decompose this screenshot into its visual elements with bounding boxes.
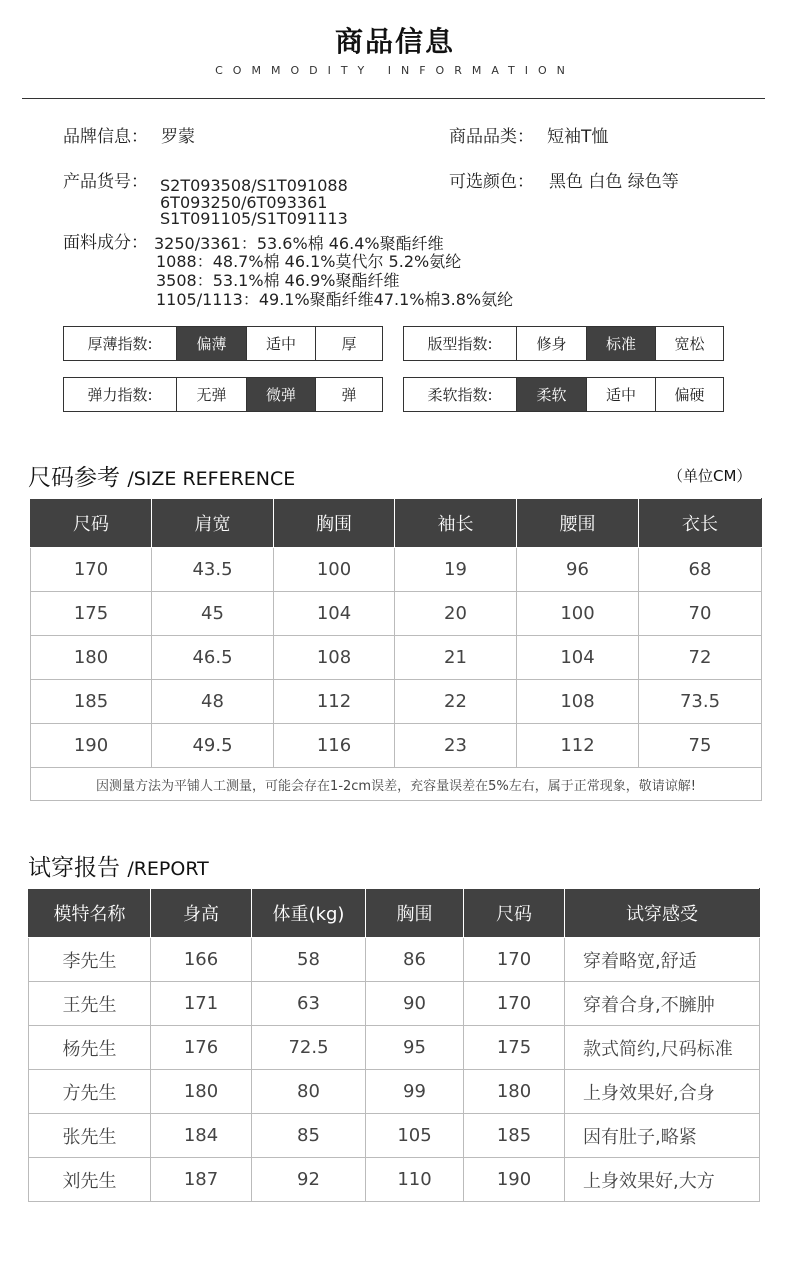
page-subtitle: COMMODITY INFORMATION	[215, 64, 575, 77]
report-col-header: 身高	[151, 889, 252, 938]
size-note: 因测量方法为平铺人工测量，可能会存在1-2cm误差，充容量误差在5%左右，属于正常现象，敬请谅解!	[31, 768, 762, 801]
table-cell: 170	[464, 938, 565, 982]
color-label: 可选颜色：	[449, 172, 534, 192]
index-label: 厚薄指数:	[87, 335, 153, 353]
index-label: 弹力指数:	[87, 386, 153, 404]
index-option: 偏硬	[655, 378, 723, 411]
table-row	[31, 636, 762, 680]
table-cell: 105	[366, 1114, 464, 1158]
index-label: 柔软指数:	[427, 386, 493, 404]
table-cell: 92	[252, 1158, 366, 1202]
table-cell: 170	[31, 548, 152, 592]
category-label: 商品品类：	[449, 127, 534, 147]
table-row	[29, 938, 760, 982]
table-cell: 187	[151, 1158, 252, 1202]
table-cell: 110	[366, 1158, 464, 1202]
table-cell: 99	[366, 1070, 464, 1114]
report-table	[28, 888, 760, 1202]
report-title-en: /REPORT	[127, 858, 209, 880]
index-option-selected: 柔软	[516, 378, 586, 411]
table-cell: 63	[252, 982, 366, 1026]
report-col-header: 模特名称	[29, 889, 151, 938]
index-option: 修身	[516, 327, 586, 360]
report-col-header: 尺码	[464, 889, 565, 938]
table-row	[29, 1158, 760, 1202]
table-cell: 72	[639, 636, 762, 680]
fit-index	[403, 326, 724, 361]
sku-line: S2T093508/S1T091088	[160, 176, 348, 195]
report-table-header	[29, 889, 760, 938]
report-title-cn: 试穿报告	[28, 855, 120, 881]
table-cell: 112	[517, 724, 639, 768]
table-cell: 180	[464, 1070, 565, 1114]
table-cell: 86	[366, 938, 464, 982]
report-col-header: 体重(kg)	[252, 889, 366, 938]
brand-value: 罗蒙	[161, 127, 195, 147]
thickness-index	[63, 326, 383, 361]
report-col-header: 胸围	[366, 889, 464, 938]
size-col-header: 肩宽	[152, 499, 274, 548]
table-row	[31, 548, 762, 592]
table-cell: 19	[395, 548, 517, 592]
table-cell: 73.5	[639, 680, 762, 724]
size-title-en: /SIZE REFERENCE	[127, 468, 296, 490]
sku-label: 产品货号：	[63, 172, 148, 192]
size-table-header	[31, 499, 762, 548]
table-cell: 21	[395, 636, 517, 680]
table-cell: 20	[395, 592, 517, 636]
table-cell: 85	[252, 1114, 366, 1158]
index-option: 宽松	[655, 327, 723, 360]
color-value: 黑色 白色 绿色等	[549, 172, 679, 192]
table-row	[31, 680, 762, 724]
index-option: 弹	[315, 378, 382, 411]
size-col-header: 衣长	[639, 499, 762, 548]
table-cell: 李先生	[29, 938, 151, 982]
table-cell: 95	[366, 1026, 464, 1070]
index-option-selected: 标准	[586, 327, 655, 360]
table-cell: 方先生	[29, 1070, 151, 1114]
table-cell: 上身效果好,大方	[565, 1158, 760, 1202]
table-cell: 104	[517, 636, 639, 680]
table-cell: 80	[252, 1070, 366, 1114]
table-cell: 104	[274, 592, 395, 636]
table-cell: 180	[151, 1070, 252, 1114]
size-table	[30, 498, 762, 801]
table-cell: 72.5	[252, 1026, 366, 1070]
table-cell: 68	[639, 548, 762, 592]
size-col-header: 腰围	[517, 499, 639, 548]
table-cell: 180	[31, 636, 152, 680]
size-col-header: 胸围	[274, 499, 395, 548]
table-cell: 170	[464, 982, 565, 1026]
table-cell: 108	[274, 636, 395, 680]
index-option: 厚	[315, 327, 382, 360]
table-cell: 175	[464, 1026, 565, 1070]
table-cell: 43.5	[152, 548, 274, 592]
size-section-title	[28, 459, 295, 492]
table-cell: 杨先生	[29, 1026, 151, 1070]
size-col-header: 尺码	[31, 499, 152, 548]
page-title: 商品信息	[334, 25, 455, 58]
table-cell: 穿着略宽,舒适	[565, 938, 760, 982]
table-row	[31, 592, 762, 636]
table-cell: 23	[395, 724, 517, 768]
table-cell: 上身效果好,合身	[565, 1070, 760, 1114]
unit-label: （单位CM）	[668, 467, 752, 485]
table-cell: 190	[464, 1158, 565, 1202]
table-cell: 96	[517, 548, 639, 592]
size-note-row	[31, 768, 762, 801]
table-cell: 款式简约,尺码标准	[565, 1026, 760, 1070]
table-cell: 70	[639, 592, 762, 636]
size-col-header: 袖长	[395, 499, 517, 548]
fabric-line: 1088：48.7%棉 46.1%莫代尔 5.2%氨纶	[156, 252, 462, 271]
table-cell: 90	[366, 982, 464, 1026]
table-cell: 48	[152, 680, 274, 724]
sku-line: S1T091105/S1T091113	[160, 209, 348, 228]
report-section-title	[28, 849, 209, 882]
table-cell: 116	[274, 724, 395, 768]
table-cell: 184	[151, 1114, 252, 1158]
fabric-line: 3250/3361：53.6%棉 46.4%聚酯纤维	[154, 234, 444, 253]
table-cell: 112	[274, 680, 395, 724]
table-cell: 108	[517, 680, 639, 724]
header-divider	[22, 98, 765, 99]
fabric-line: 1105/1113：49.1%聚酯纤维47.1%棉3.8%氨纶	[156, 290, 514, 309]
index-option-selected: 偏薄	[176, 327, 246, 360]
table-cell: 185	[31, 680, 152, 724]
table-row	[29, 1070, 760, 1114]
report-col-header: 试穿感受	[565, 889, 760, 938]
size-title-cn: 尺码参考	[28, 465, 120, 491]
table-cell: 175	[31, 592, 152, 636]
table-cell: 58	[252, 938, 366, 982]
category-value: 短袖T恤	[547, 127, 609, 147]
table-row	[31, 724, 762, 768]
index-option: 适中	[246, 327, 315, 360]
table-cell: 45	[152, 592, 274, 636]
table-cell: 185	[464, 1114, 565, 1158]
brand-label: 品牌信息：	[63, 127, 148, 147]
table-cell: 171	[151, 982, 252, 1026]
fabric-label: 面料成分：	[63, 233, 148, 253]
softness-index	[403, 377, 724, 412]
table-cell: 176	[151, 1026, 252, 1070]
table-cell: 100	[517, 592, 639, 636]
sku-line: 6T093250/6T093361	[160, 193, 328, 212]
index-option: 适中	[586, 378, 655, 411]
table-cell: 75	[639, 724, 762, 768]
table-row	[29, 1114, 760, 1158]
table-cell: 因有肚子,略紧	[565, 1114, 760, 1158]
table-cell: 穿着合身,不臃肿	[565, 982, 760, 1026]
table-cell: 22	[395, 680, 517, 724]
table-row	[29, 982, 760, 1026]
index-option-selected: 微弹	[246, 378, 315, 411]
table-cell: 王先生	[29, 982, 151, 1026]
table-cell: 46.5	[152, 636, 274, 680]
table-row	[29, 1026, 760, 1070]
table-cell: 张先生	[29, 1114, 151, 1158]
table-cell: 190	[31, 724, 152, 768]
table-cell: 49.5	[152, 724, 274, 768]
table-cell: 100	[274, 548, 395, 592]
index-label: 版型指数:	[427, 335, 493, 353]
index-option: 无弹	[176, 378, 246, 411]
fabric-line: 3508：53.1%棉 46.9%聚酯纤维	[156, 271, 400, 290]
elasticity-index	[63, 377, 383, 412]
table-cell: 166	[151, 938, 252, 982]
table-cell: 刘先生	[29, 1158, 151, 1202]
